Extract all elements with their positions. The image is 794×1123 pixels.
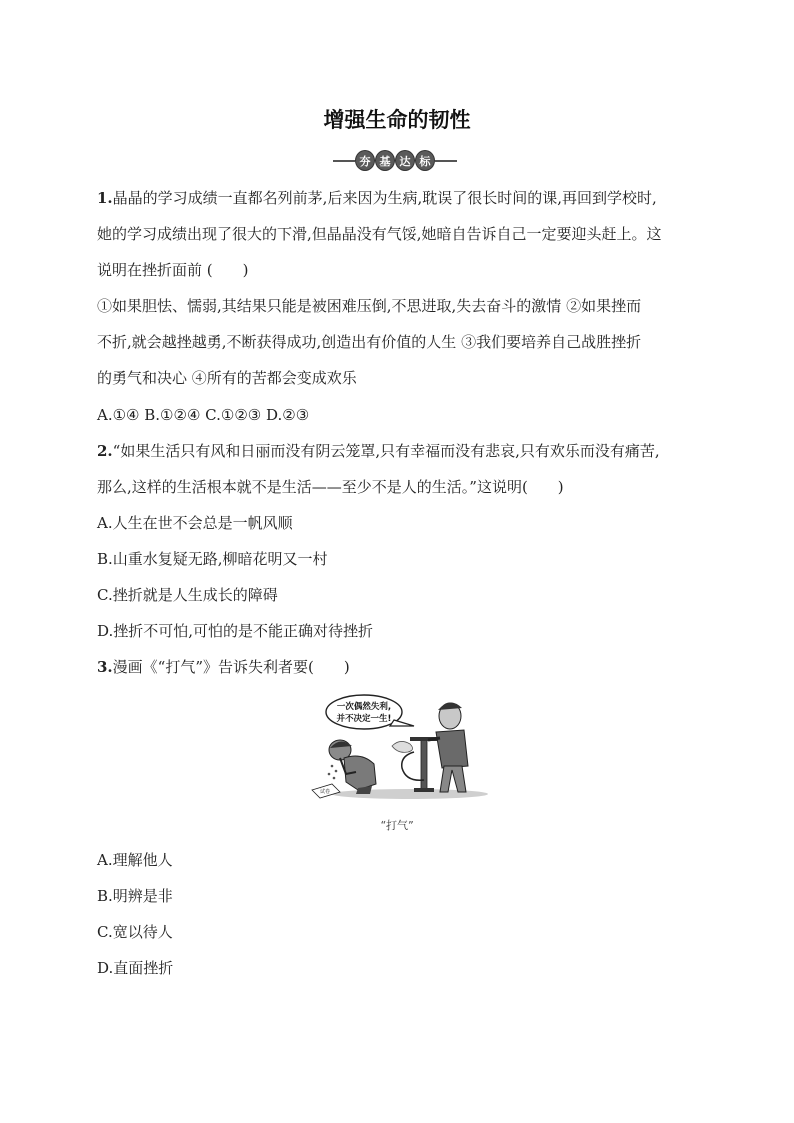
banner-char: 夯 [355,150,375,171]
q2-stem-line-2: 那么,这样的生活根本就不是生活——至少不是人的生活。”这说明( ) [97,478,564,496]
q2-stem-line-1 [97,441,660,461]
q3-number: 3. [97,658,113,676]
q1-options: A.①④ B.①②④ C.①②③ D.②③ [97,406,310,424]
q1-number: 1. [97,189,113,207]
section-banner [333,150,457,172]
q3-stem-line-1 [97,657,350,677]
speech-bubble-tail [390,720,414,726]
bubble-text-line-2: 并不决定一生! [336,714,392,724]
exam-paper-label: 试卷 [319,789,331,795]
q2-option-d: D.挫折不可怕,可怕的是不能正确对待挫折 [97,622,374,640]
sad-student-figure [328,740,376,794]
bubble-text-line-1: 一次偶然失利, [336,702,392,712]
q2-number: 2. [97,442,113,460]
q1-stem-line-3: 说明在挫折面前 ( ) [97,261,249,279]
q3-stem-text: 漫画《“打气”》告诉失利者要( ) [112,658,350,676]
q3-option-b: B.明辨是非 [97,887,173,905]
exam-paper [312,784,340,798]
q1-statement-line-3: 的勇气和决心 ④所有的苦都会变成欢乐 [97,369,357,387]
page-title: 增强生命的韧性 [323,108,471,132]
figure-caption: “打气” [380,819,414,832]
banner-char: 标 [415,150,435,171]
banner-left-rule [333,160,355,162]
banner-char: 基 [375,150,395,171]
q3-option-d: D.直面挫折 [97,959,174,977]
banner-right-rule [435,160,457,162]
encouraging-man-figure [428,702,468,792]
q3-option-c: C.宽以待人 [97,923,173,941]
q1-statement-line-2: 不折,就会越挫越勇,不断获得成功,创造出有价值的人生 ③我们要培养自己战胜挫折 [97,333,642,351]
q2-option-b: B.山重水复疑无路,柳暗花明又一村 [97,550,328,568]
q3-option-a: A.理解他人 [97,851,173,869]
q1-statement-line-1: ①如果胆怯、懦弱,其结果只能是被困难压倒,不思进取,失去奋斗的激情 ②如果挫而 [97,297,642,315]
q2-stem-text: “如果生活只有风和日丽而没有阴云笼罩,只有幸福而没有悲哀,只有欢乐而没有痛苦, [112,442,660,460]
q2-option-c: C.挫折就是人生成长的障碍 [97,586,278,604]
banner-char: 达 [395,150,415,171]
q2-option-a: A.人生在世不会总是一帆风顺 [97,514,293,532]
air-pump [392,737,438,792]
q1-stem-text: 晶晶的学习成绩一直都名列前茅,后来因为生病,耽误了很长时间的课,再回到学校时, [112,189,657,207]
q1-stem-line-1 [97,188,657,208]
cartoon-illustration [310,690,490,802]
q1-stem-line-2: 她的学习成绩出现了很大的下滑,但晶晶没有气馁,她暗自告诉自己一定要迎头赶上。这 [97,225,662,243]
